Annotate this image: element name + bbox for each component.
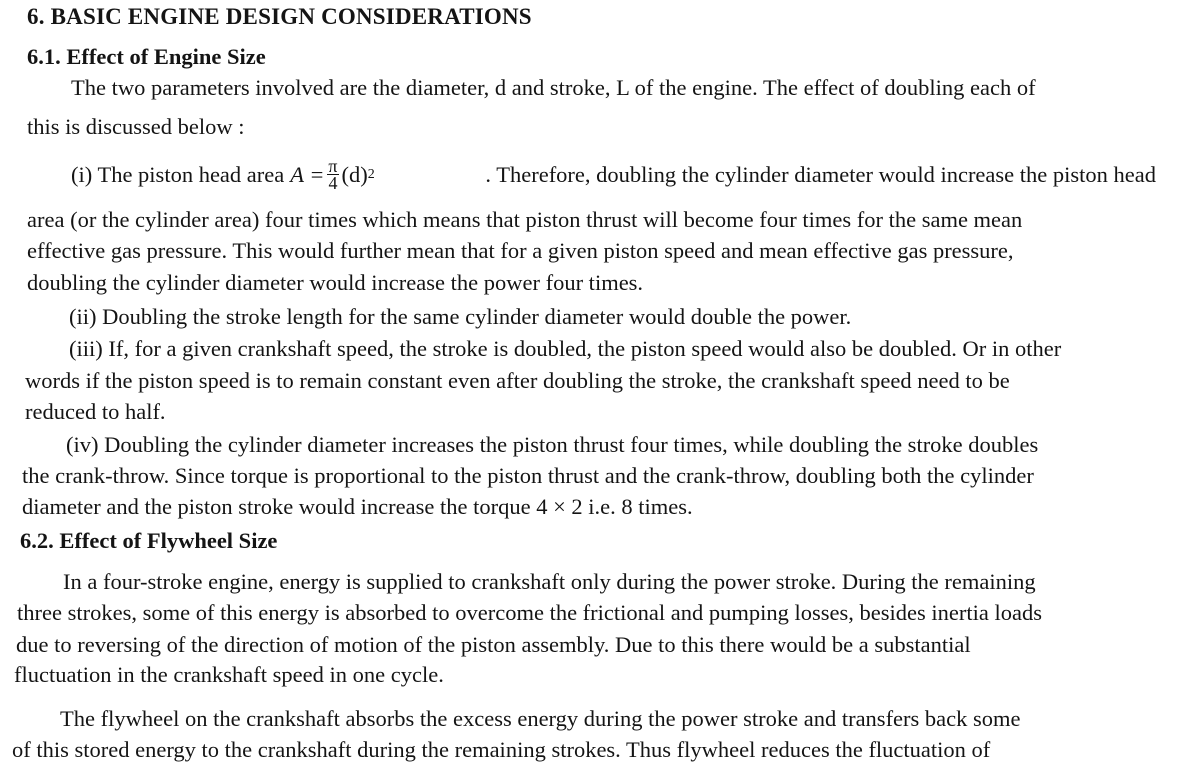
paragraph-line: area (or the cylinder area) four times which means that piston thrust will become four times for the same mean — [27, 207, 1023, 232]
paragraph-line — [71, 74, 1151, 102]
formula-rhs: (d) — [341, 161, 368, 187]
paragraph-line: reduced to half. — [25, 399, 166, 424]
section-heading-engine-size: 6.1. Effect of Engine Size — [27, 44, 266, 69]
section-heading-flywheel-size: 6.2. Effect of Flywheel Size — [20, 528, 278, 553]
item-i-formula-wrap: (i) The piston head area A = $\frac{\pi}{4}$ (d) 2 — [71, 156, 375, 193]
item-i-lead: (i) The piston head area — [71, 161, 285, 187]
fraction-numerator: π — [328, 156, 338, 176]
item-i-tail: . Therefore, doubling the cylinder diameter would increase the piston head — [485, 161, 1156, 187]
paragraph-line: fluctuation in the crankshaft speed in one cycle. — [14, 662, 444, 687]
paragraph-line: of this stored energy to the crankshaft during the remaining strokes. Thus flywheel reduces the fluctuation of — [12, 737, 991, 762]
item-iii-line: (iii) If, for a given crankshaft speed, the stroke is doubled, the piston speed would also be doubled. Or in other — [69, 336, 1062, 361]
fraction-pi-over-4 — [327, 158, 338, 191]
paragraph-line: diameter and the piston stroke would increase the torque 4 × 2 i.e. 8 times. — [22, 494, 693, 519]
paragraph-line: words if the piston speed is to remain constant even after doubling the stroke, the crankshaft speed need to be — [25, 368, 1010, 393]
paragraph-line: doubling the cylinder diameter would increase the power four times. — [27, 270, 644, 295]
item-ii-line: (ii) Doubling the stroke length for the same cylinder diameter would double the power. — [69, 304, 852, 329]
paragraph-line: this is discussed below : — [27, 114, 245, 139]
paragraph-line: effective gas pressure. This would further mean that for a given piston speed and mean effective gas pressure, — [27, 238, 1014, 263]
item-i-first-line — [71, 158, 1156, 191]
fraction-denominator: 4 — [328, 173, 338, 193]
paragraph-line: due to reversing of the direction of motion of the piston assembly. Due to this there would be a substantial — [16, 632, 971, 657]
paragraph-line: In a four-stroke engine, energy is supplied to crankshaft only during the power stroke. During the remaining — [63, 569, 1036, 594]
chapter-heading: 6. BASIC ENGINE DESIGN CONSIDERATIONS — [27, 4, 532, 29]
paragraph-line: three strokes, some of this energy is absorbed to overcome the frictional and pumping losses, besides inertia loads — [17, 600, 1042, 625]
paragraph-line: the crank-throw. Since torque is proportional to the piston thrust and the crank-throw, doubling both the cylinder — [22, 463, 1034, 488]
intro-line-1: The two parameters involved are the diameter, d and stroke, L of the engine. The effect of doubling each of — [71, 75, 1036, 100]
paragraph-line: The flywheel on the crankshaft absorbs the excess energy during the power stroke and transfers back some — [60, 706, 1021, 731]
item-iv-line: (iv) Doubling the cylinder diameter increases the piston thrust four times, while doubling the stroke doubles — [66, 432, 1039, 457]
formula-lhs: A = — [290, 161, 325, 187]
